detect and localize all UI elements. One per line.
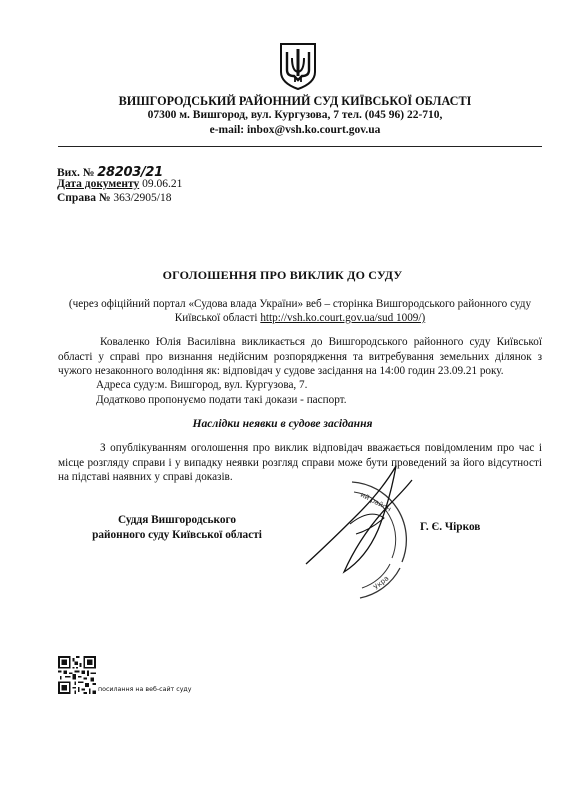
notice-title: ОГОЛОШЕННЯ ПРО ВИКЛИК ДО СУДУ [162,268,403,282]
court-portal-link[interactable]: http://vsh.ko.court.gov.ua/sud 1009/) [260,312,426,324]
court-address: 07300 м. Вишгород, вул. Кургузова, 7 тел. (045 96) 22-710, [147,109,443,121]
judge-name: Г. Є. Чірков [420,521,481,533]
qr-code[interactable] [58,656,96,694]
evidence-line: Додатково пропонуємо подати такі докази - паспорт. [96,394,347,406]
judge-title-line-2: районного суду Київської області [92,529,262,541]
document-date [57,178,182,190]
header-divider [58,146,542,147]
outgoing-value: 28203/21 [97,165,163,180]
court-address-line: Адреса суду:м. Вишгород, вул. Кургузова, 7. [96,379,308,391]
portal-note [58,297,542,325]
consequences-heading: Наслідки неявки в судове засідання [192,417,373,430]
court-email: e-mail: inbox@vsh.ko.court.gov.ua [209,124,381,136]
case-number [57,192,171,204]
court-name: ВИШГОРОДСЬКИЙ РАЙОННИЙ СУД КИЇВСЬКОЇ ОБЛАСТІ [118,94,472,108]
portal-region: Київської області [174,312,261,324]
outgoing-label: Вих. № [57,167,95,179]
consequences-paragraph: З опублікуванням оголошення про виклик відповідач вважається повідомленим про час і місце розгляду справи і у випадку неявки розгляд справи може бути проведений за його відсутності на підставі наявних у справі доказів. [58,442,542,483]
qr-caption: посилання на веб-сайт суду [98,686,192,693]
date-label: Дата документу [57,178,140,190]
svg-text:Укра: Укра [372,574,391,592]
judge-title [72,513,282,543]
case-value: 363/2905/18 [113,192,172,204]
summons-paragraph: Коваленко Юлія Василівна викликається до Вишгородського районного суду Київської області у справі про визнання недійсним розпорядження та витребування земельних ділянок з чужого незаконного володіння як: відповідач у судове засідання на 14:00 годин 23.09.21 року. [58,336,542,377]
portal-line-2 [58,311,542,325]
handwritten-signature [300,460,420,580]
portal-line-1: (через офіційний портал «Судова влада України» веб – сторінка Вишгородського районного суду [68,298,532,310]
svg-text:ий район: ий район [359,490,393,514]
coat-of-arms-emblem [278,42,318,90]
case-label: Справа № [57,192,111,204]
judge-title-line-1: Суддя Вишгородського [117,514,237,526]
date-value: 09.06.21 [142,178,183,190]
